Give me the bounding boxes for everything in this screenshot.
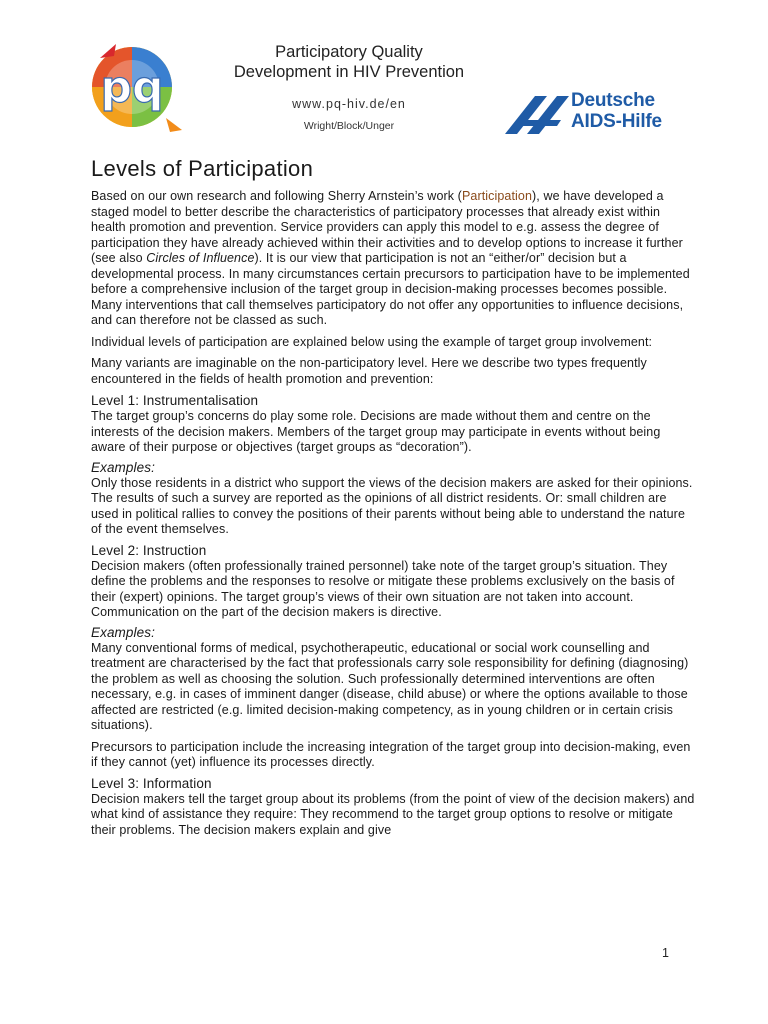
- pq-logo: [86, 40, 186, 135]
- header-title-line1: Participatory Quality: [275, 43, 423, 61]
- page-number: 1: [662, 946, 669, 960]
- intro-text-1: Based on our own research and following Sherry Arnstein’s work (: [91, 189, 462, 203]
- level2-examples-label: Examples:: [91, 624, 155, 640]
- aids-hilfe-wordmark-line1: Deutsche: [571, 90, 655, 111]
- header-title: [190, 42, 508, 82]
- level3-heading: Level 3: Information: [91, 775, 212, 791]
- deutsche-aids-hilfe-logo: [505, 90, 685, 136]
- participation-link[interactable]: Participation: [461, 189, 533, 203]
- level1-examples-text: Only those residents in a district who support the views of the decision makers are asked for their opinions. The results of such a survey are reported as the opinions of all district residents. Or: small children are used in political rallies to convey the positions of their parents without being able to understand the nature of the event themselves.: [91, 475, 693, 536]
- document-body: [91, 189, 697, 844]
- pq-logo-letters: pq: [100, 62, 164, 113]
- header-url[interactable]: www.pq-hiv.de/en: [292, 97, 406, 111]
- header-authors: Wright/Block/Unger: [303, 120, 395, 132]
- header-title-line2: Development in HIV Prevention: [233, 63, 465, 81]
- level1-text: The target group’s concerns do play some role. Decisions are made without them and centre on the interests of the decision makers. Members of the target group may participate in events without being aware of their purpose or objectives (target groups as “decoration”).: [91, 409, 661, 454]
- level2-examples-text: Many conventional forms of medical, psychotherapeutic, educational or social work counselling and treatment are characterised by the fact that professionals carry sole responsibility for defining (diagnosing) the problem as well as choosing the solution. Such professionally determined interventions are often necessary, e.g. in cases of imminent danger (disease, child abuse) or where the options available to those affected are restricted (e.g. limited decision-making competency, as in young children or in certain crisis situations).: [91, 640, 689, 732]
- intro-paragraph: [91, 189, 697, 329]
- aids-hilfe-emblem-icon: [505, 90, 571, 136]
- level1-examples-label: Examples:: [91, 459, 155, 475]
- level1-heading: Level 1: Instrumentalisation: [91, 393, 259, 408]
- level3-text: Decision makers tell the target group about its problems (from the point of view of the decision makers) and what kind of assistance they require: They recommend to the target group options to resolve or mitigate their problems. The decision makers explain and give: [91, 791, 695, 837]
- document-title: Levels of Participation: [91, 156, 314, 181]
- levels-explanation-paragraph: Individual levels of participation are explained below using the example of target group involvement:: [91, 334, 653, 349]
- variants-paragraph: Many variants are imaginable on the non-participatory level. Here we describe two types frequently encountered in the fields of health promotion and prevention:: [91, 356, 647, 386]
- level2-precursors-text: Precursors to participation include the increasing integration of the target group into decision-making, even if they cannot (yet) influence its processes directly.: [91, 739, 691, 769]
- aids-hilfe-wordmark: [571, 90, 662, 132]
- level2-heading: Level 2: Instruction: [91, 542, 207, 558]
- intro-text-2: ), we have developed a staged model to better describe the characteristics of participatory processes that already exist within health promotion and prevention. Service providers can apply this model to e.g. assess the degree of participation they have already achieved within their activities and to develop options to increase it further (see also: [91, 189, 683, 265]
- level2-text: Decision makers (often professionally trained personnel) take note of the target group’s situation. They define the problems and the responses to resolve or mitigate these problems exclusively on the basis of their (expert) opinions. The target group’s views of their own situation are not taken into account. Communication on the part of the decision makers is directive.: [91, 558, 675, 619]
- circles-of-influence-ref: Circles of Influence: [146, 251, 255, 265]
- intro-text-3: ). It is our view that participation is not an “either/or” decision but a developmental process. In many circumstances certain precursors to participation have to be implemented before a comprehensive inclusion of the target group in decision-making processes becomes possible. Many interventions that call themselves participatory do not offer any opportunities to influence decisions, and can therefore not be classed as such.: [91, 251, 690, 327]
- aids-hilfe-wordmark-line2: AIDS-Hilfe: [571, 111, 662, 132]
